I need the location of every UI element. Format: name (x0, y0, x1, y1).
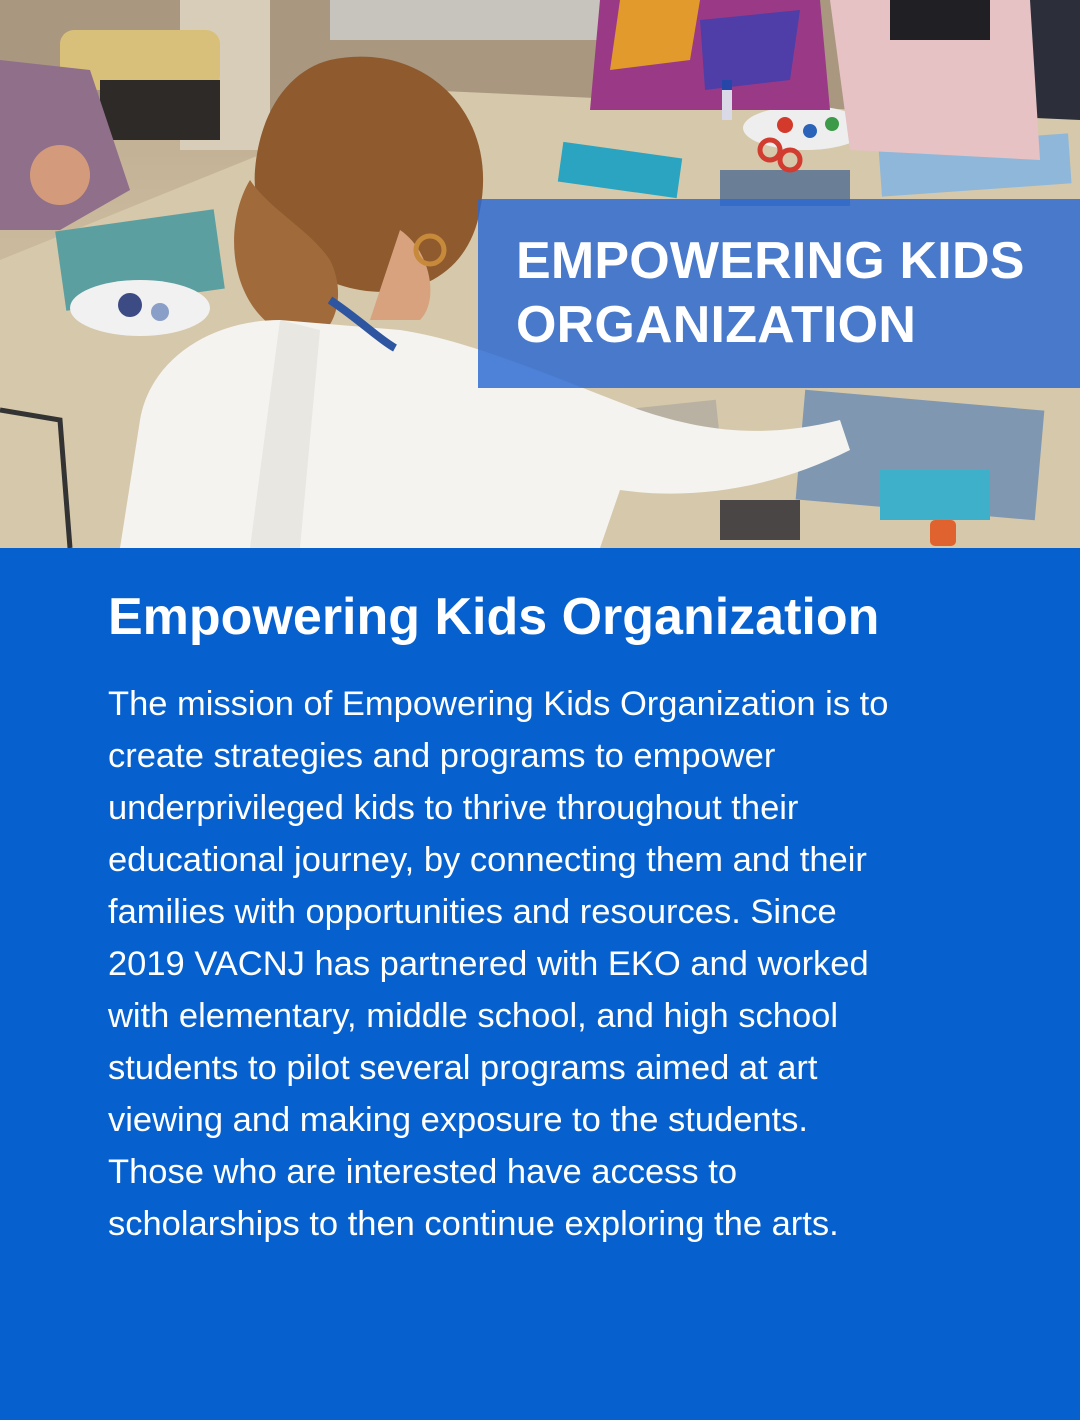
section-heading: Empowering Kids Organization (108, 588, 880, 646)
banner-title-line-1: EMPOWERING KIDS (516, 232, 1025, 290)
paragraph-line: scholarships to then continue exploring the arts. (108, 1205, 839, 1243)
paragraph-line: 2019 VACNJ has partnered with EKO and worked (108, 945, 869, 983)
paragraph-line: create strategies and programs to empower (108, 737, 776, 775)
hero-photo (0, 0, 1080, 548)
banner-title (516, 229, 1060, 357)
content-section (108, 584, 988, 1250)
paragraph-line: viewing and making exposure to the students. (108, 1101, 809, 1139)
paragraph-line: students to pilot several programs aimed at art (108, 1049, 818, 1087)
paragraph-line: The mission of Empowering Kids Organization is to (108, 685, 889, 723)
banner-title-line-2: ORGANIZATION (516, 296, 917, 354)
paragraph-line: with elementary, middle school, and high school (108, 997, 839, 1035)
paragraph-line: educational journey, by connecting them and their (108, 841, 867, 879)
paragraph-line: Those who are interested have access to (108, 1153, 738, 1191)
paragraph-line: families with opportunities and resources. Since (108, 893, 837, 931)
hero-banner (478, 199, 1080, 388)
paragraph-line: underprivileged kids to thrive throughout their (108, 789, 799, 827)
mission-paragraph (108, 678, 988, 1250)
